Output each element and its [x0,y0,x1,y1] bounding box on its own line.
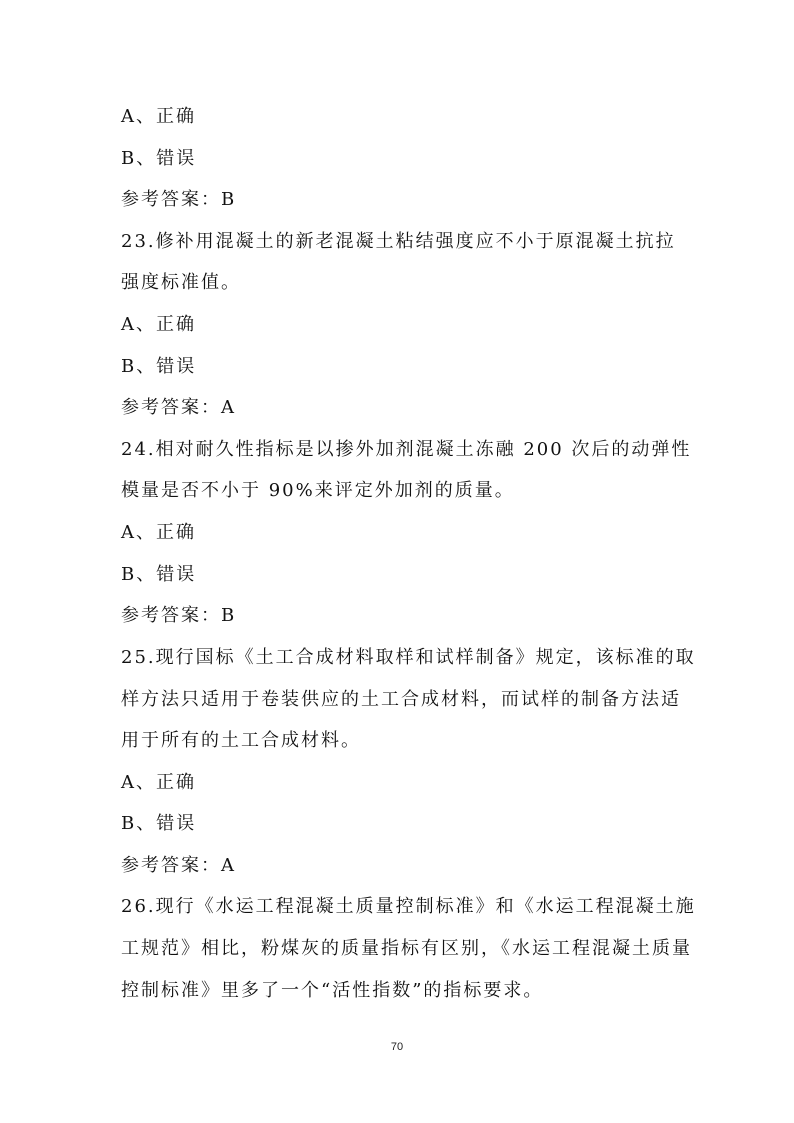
question-line: 25.现行国标《土工合成材料取样和试样制备》规定，该标准的取 [121,647,696,668]
answer: 参考答案：B [121,605,237,626]
question-line: 26.现行《水运工程混凝土质量控制标准》和《水运工程混凝土施 [121,896,696,917]
answer: 参考答案：B [121,189,237,210]
option-b: B、错误 [121,148,197,169]
question-line: 强度标准值。 [121,272,241,293]
answer: 参考答案：A [121,855,236,876]
question-line: 用于所有的土工合成材料。 [121,730,361,751]
option-a: A、正确 [121,314,196,335]
option-a: A、正确 [121,106,196,127]
page-number: 70 [390,1041,404,1053]
question-line: 样方法只适用于卷装供应的土工合成材料，而试样的制备方法适 [121,689,681,710]
answer: 参考答案：A [121,397,236,418]
option-a: A、正确 [121,772,196,793]
question-line: 23.修补用混凝土的新老混凝土粘结强度应不小于原混凝土抗拉 [121,231,676,252]
option-b: B、错误 [121,813,197,834]
option-b: B、错误 [121,356,197,377]
option-b: B、错误 [121,564,197,585]
question-line: 模量是否不小于 90%来评定外加剂的质量。 [121,480,515,501]
question-line: 工规范》相比，粉煤灰的质量指标有区别，《水运工程混凝土质量 [121,938,692,959]
question-line: 控制标准》里多了一个“活性指数”的指标要求。 [121,980,544,1001]
option-a: A、正确 [121,522,196,543]
question-line: 24.相对耐久性指标是以掺外加剂混凝土冻融 200 次后的动弹性 [121,439,692,460]
